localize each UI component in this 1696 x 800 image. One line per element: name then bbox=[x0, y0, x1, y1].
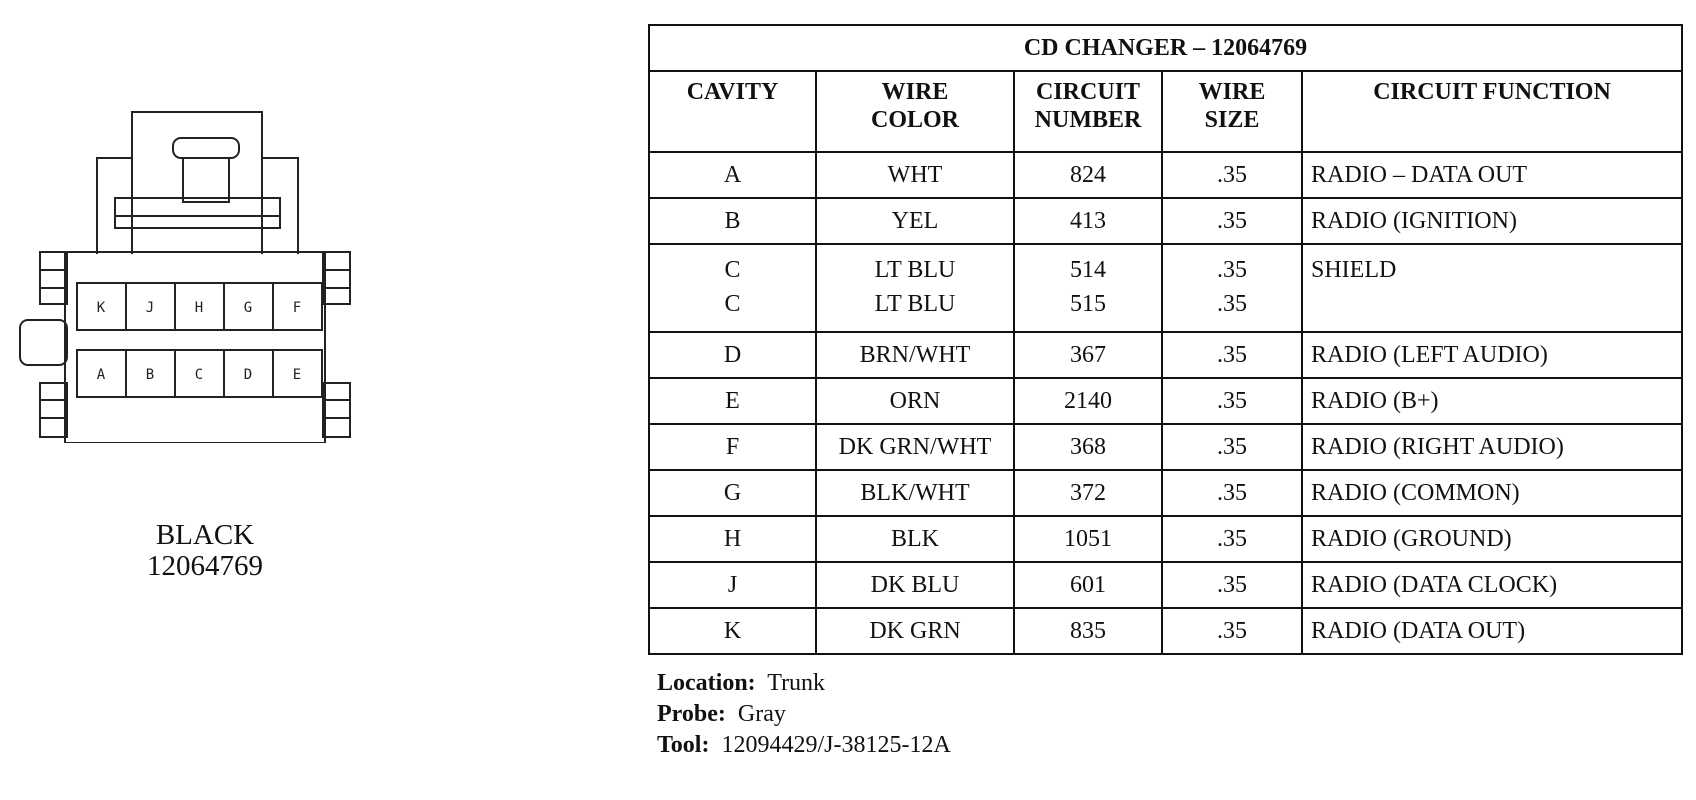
table-row bbox=[649, 332, 1682, 378]
cell-size: .35 bbox=[1162, 424, 1302, 470]
table-row bbox=[649, 424, 1682, 470]
cell-size: .35 bbox=[1162, 198, 1302, 244]
cell-circuit: 514 515 bbox=[1014, 244, 1162, 332]
cavity-label-d: D bbox=[243, 367, 253, 383]
cell-circuit: 367 bbox=[1014, 332, 1162, 378]
cell-size: .35 bbox=[1162, 562, 1302, 608]
cell-cavity: B bbox=[649, 198, 816, 244]
table-row bbox=[649, 562, 1682, 608]
cell-function: RADIO (DATA OUT) bbox=[1302, 608, 1682, 654]
cell-function: RADIO – DATA OUT bbox=[1302, 152, 1682, 198]
pinout-table-container bbox=[648, 24, 1681, 655]
cavity-label-g: G bbox=[243, 300, 253, 316]
tool-line bbox=[657, 730, 951, 761]
connector-notes bbox=[657, 668, 951, 761]
cell-circuit: 601 bbox=[1014, 562, 1162, 608]
cell-function: RADIO (RIGHT AUDIO) bbox=[1302, 424, 1682, 470]
cell-size: .35 bbox=[1162, 332, 1302, 378]
table-row bbox=[649, 516, 1682, 562]
table-row bbox=[649, 470, 1682, 516]
cell-cavity: D bbox=[649, 332, 816, 378]
cell-wire-color: DK GRN/WHT bbox=[816, 424, 1014, 470]
cell-wire-color: DK GRN bbox=[816, 608, 1014, 654]
cavity-label-f: F bbox=[292, 300, 302, 316]
location-label: Location: bbox=[657, 670, 756, 696]
table-row bbox=[649, 608, 1682, 654]
cell-function: RADIO (COMMON) bbox=[1302, 470, 1682, 516]
cell-function: RADIO (LEFT AUDIO) bbox=[1302, 332, 1682, 378]
connector-color-label: BLACK bbox=[155, 519, 255, 551]
cell-wire-color: BLK bbox=[816, 516, 1014, 562]
cell-function: RADIO (IGNITION) bbox=[1302, 198, 1682, 244]
cell-function: RADIO (GROUND) bbox=[1302, 516, 1682, 562]
cell-cavity: H bbox=[649, 516, 816, 562]
probe-line bbox=[657, 699, 951, 730]
cell-circuit: 372 bbox=[1014, 470, 1162, 516]
tool-label: Tool: bbox=[657, 732, 710, 758]
cell-circuit: 368 bbox=[1014, 424, 1162, 470]
cell-circuit: 835 bbox=[1014, 608, 1162, 654]
cell-size: .35 bbox=[1162, 152, 1302, 198]
cell-wire-color: BRN/WHT bbox=[816, 332, 1014, 378]
cell-size: .35 bbox=[1162, 378, 1302, 424]
cell-size: .35 bbox=[1162, 516, 1302, 562]
header-wire-color: WIRE COLOR bbox=[816, 71, 1014, 152]
connector-part-number: 12064769 bbox=[147, 550, 263, 582]
header-circuit-number: CIRCUIT NUMBER bbox=[1014, 71, 1162, 152]
connector-latch bbox=[132, 112, 262, 252]
table-row bbox=[649, 244, 1682, 332]
cell-wire-color: BLK/WHT bbox=[816, 470, 1014, 516]
cell-wire-color: WHT bbox=[816, 152, 1014, 198]
cell-cavity: E bbox=[649, 378, 816, 424]
connector-body bbox=[65, 252, 325, 443]
cell-circuit: 824 bbox=[1014, 152, 1162, 198]
cell-circuit: 413 bbox=[1014, 198, 1162, 244]
cell-circuit: 1051 bbox=[1014, 516, 1162, 562]
cell-wire-color: LT BLU LT BLU bbox=[816, 244, 1014, 332]
cell-cavity: J bbox=[649, 562, 816, 608]
table-header-row bbox=[649, 71, 1682, 152]
cell-wire-color: DK BLU bbox=[816, 562, 1014, 608]
cavity-label-b: B bbox=[145, 367, 155, 383]
table-title: CD CHANGER – 12064769 bbox=[649, 25, 1682, 71]
probe-label: Probe: bbox=[657, 701, 726, 727]
tool-value: 12094429/J-38125-12A bbox=[721, 732, 951, 758]
cavity-label-h: H bbox=[194, 300, 204, 316]
cell-size: .35 bbox=[1162, 470, 1302, 516]
cell-size: .35 .35 bbox=[1162, 244, 1302, 332]
cell-cavity: K bbox=[649, 608, 816, 654]
cell-circuit: 2140 bbox=[1014, 378, 1162, 424]
cavity-label-c: C bbox=[194, 367, 204, 383]
location-line bbox=[657, 668, 951, 699]
cell-cavity: G bbox=[649, 470, 816, 516]
location-value: Trunk bbox=[767, 670, 826, 696]
probe-value: Gray bbox=[737, 701, 786, 727]
header-cavity: CAVITY bbox=[649, 71, 816, 152]
cell-cavity: A bbox=[649, 152, 816, 198]
cavity-label-e: E bbox=[292, 367, 302, 383]
connector-diagram bbox=[15, 98, 365, 443]
cell-size: .35 bbox=[1162, 608, 1302, 654]
header-circuit-function: CIRCUIT FUNCTION bbox=[1302, 71, 1682, 152]
cell-function: RADIO (B+) bbox=[1302, 378, 1682, 424]
table-row bbox=[649, 198, 1682, 244]
cell-wire-color: ORN bbox=[816, 378, 1014, 424]
table-row bbox=[649, 378, 1682, 424]
cell-cavity: F bbox=[649, 424, 816, 470]
cell-wire-color: YEL bbox=[816, 198, 1014, 244]
pinout-table bbox=[648, 24, 1683, 655]
cell-function: SHIELD bbox=[1302, 244, 1682, 332]
cell-cavity: C C bbox=[649, 244, 816, 332]
header-wire-size: WIRE SIZE bbox=[1162, 71, 1302, 152]
table-row bbox=[649, 152, 1682, 198]
cavity-label-k: K bbox=[96, 300, 106, 316]
cavity-label-a: A bbox=[96, 367, 106, 383]
cell-function: RADIO (DATA CLOCK) bbox=[1302, 562, 1682, 608]
cavity-label-j: J bbox=[145, 300, 155, 316]
